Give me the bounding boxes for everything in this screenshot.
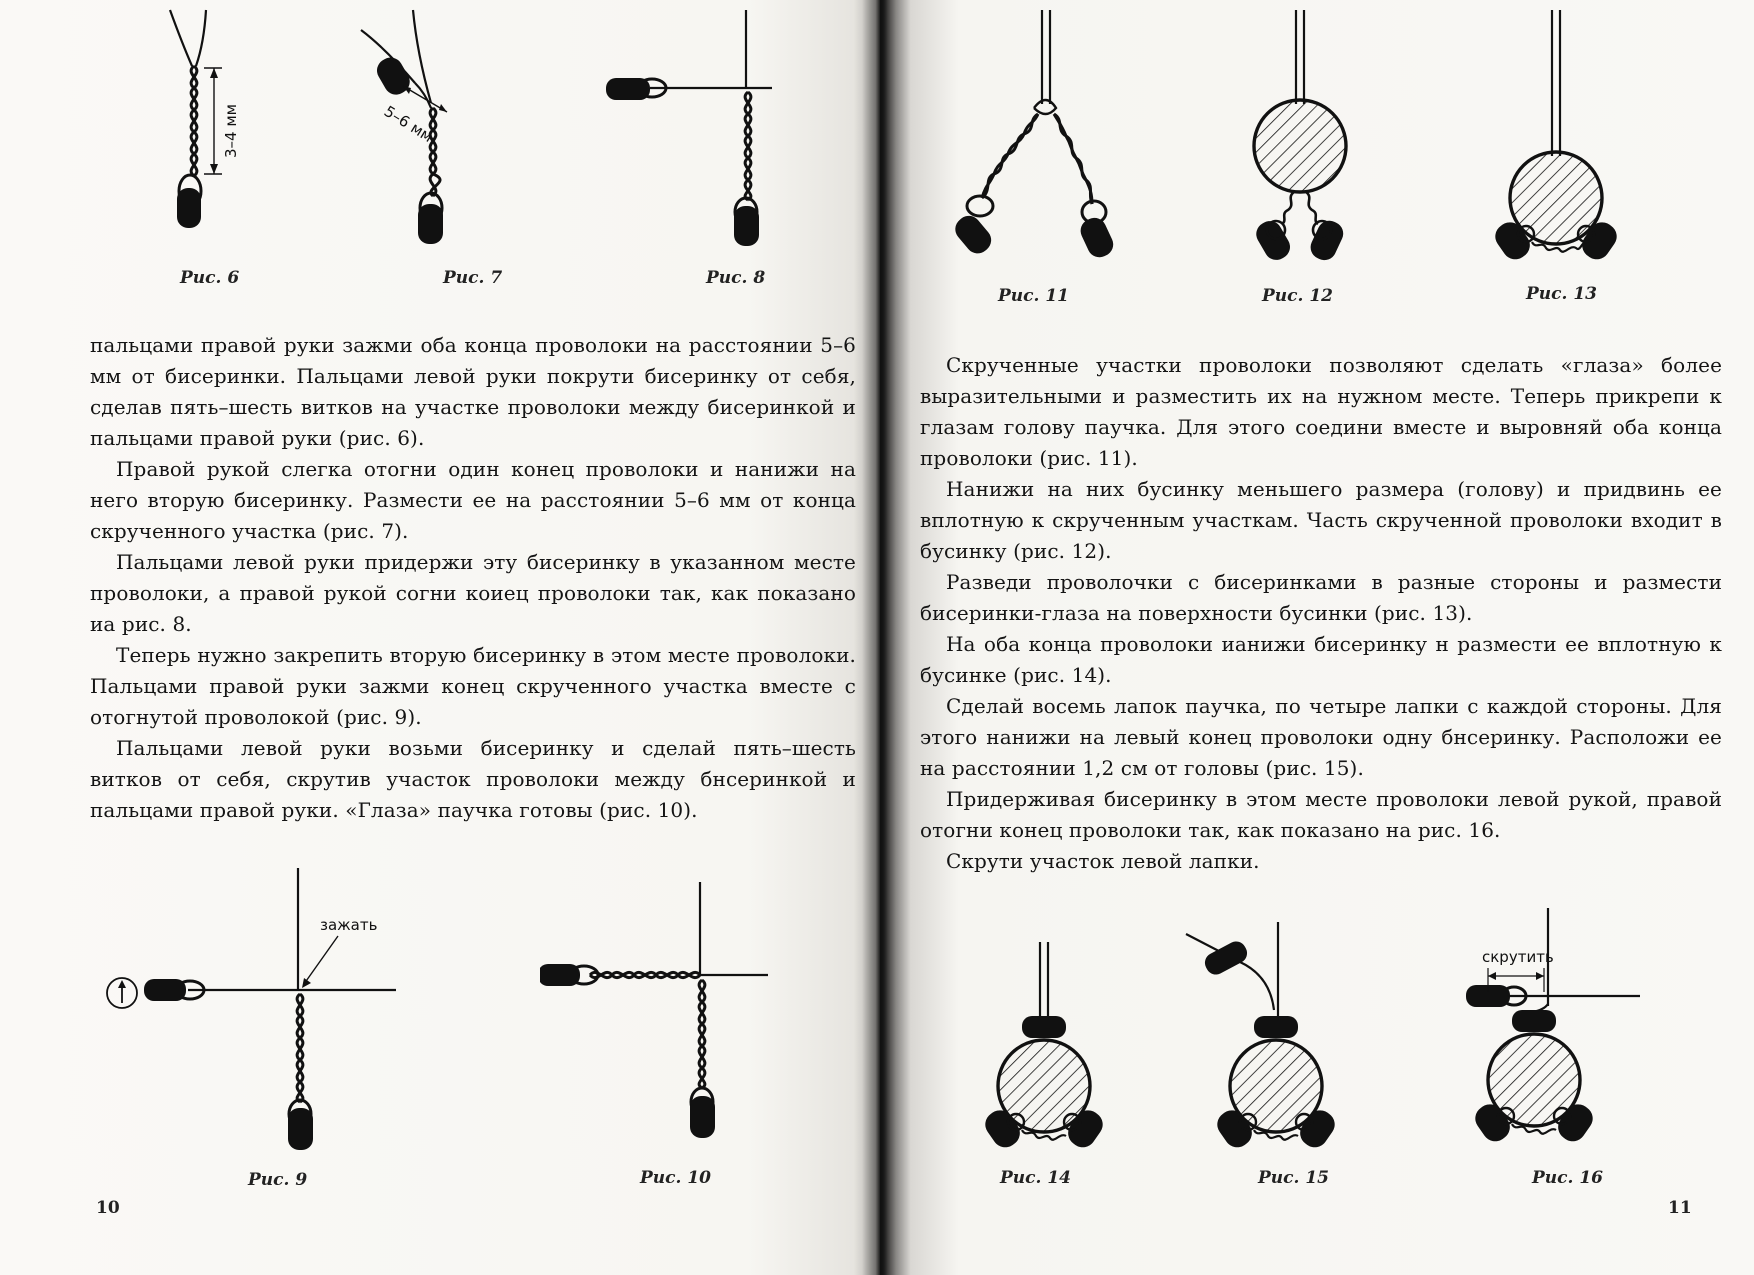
fig12-caption: Рис. 12 xyxy=(1262,286,1333,306)
book-gutter xyxy=(862,0,896,1275)
fig6-caption: Рис. 6 xyxy=(180,268,240,288)
figure-16 xyxy=(1440,900,1650,1170)
fig8-caption: Рис. 8 xyxy=(706,268,766,288)
fig16-caption: Рис. 16 xyxy=(1532,1168,1603,1188)
figure-14-drawing xyxy=(980,940,1110,1170)
fig14-caption: Рис. 14 xyxy=(1000,1168,1071,1188)
figure-10 xyxy=(540,880,790,1170)
fig6-dimension-label: 3–4 мм xyxy=(222,104,240,158)
figure-10-drawing xyxy=(540,880,790,1170)
figure-7-drawing xyxy=(355,8,495,258)
page-number-right: 11 xyxy=(1668,1198,1692,1218)
fig13-caption: Рис. 13 xyxy=(1526,284,1597,304)
figure-12 xyxy=(1230,8,1370,278)
left-paragraph-1: пальцами правой руки зажми оба конца проволоки на расстоянии 5–6 мм от бисеринки. Пальцами левой руки покрути бисеринку от себя, сделав пять–шесть витков на участке проволоки между бисеринкой и пальцами правой руки (рис. 6). xyxy=(90,333,856,450)
fig7-dimension-label: 5–6 мм xyxy=(380,102,437,147)
fig7-caption: Рис. 7 xyxy=(443,268,503,288)
right-paragraph-7: Скрути участок левой лапки. xyxy=(946,849,1260,873)
left-paragraph-5: Пальцами левой руки возьми бисеринку и сделай пять–шесть витков от себя, скрутив участок проволоки между бнсеринкой и пальцами правой руки. «Глаза» паучка готовы (рис. 10). xyxy=(90,736,856,822)
figure-14 xyxy=(980,940,1110,1170)
fig16-label: скрутить xyxy=(1482,948,1554,966)
figure-12-drawing xyxy=(1230,8,1370,278)
figure-15 xyxy=(1180,920,1380,1170)
right-page xyxy=(880,0,1754,1275)
left-page-text xyxy=(90,330,856,826)
left-paragraph-2: Правой рукой слегка отогни один конец проволоки и нанижи на него вторую бисеринку. Размести ее на расстоянии 5–6 мм от конца скрученного участка (рис. 7). xyxy=(90,457,856,543)
right-paragraph-1: Скрученные участки проволоки позволяют сделать «глаза» более выразительными и разместить их на нужном месте. Теперь прикрепи к глазам голову паучка. Для этого соедини вместе и выровняй оба конца проволоки (рис. 11). xyxy=(920,353,1722,470)
figure-11-drawing xyxy=(950,8,1130,278)
right-paragraph-3: Разведи проволочки с бисеринками в разные стороны и размести бисеринки-глаза на поверхности бусинки (рис. 13). xyxy=(920,570,1722,625)
fig11-caption: Рис. 11 xyxy=(998,286,1069,306)
right-paragraph-4: На оба конца проволоки ианижи бисеринку н размести ее вплотную к бусинке (рис. 14). xyxy=(920,632,1722,687)
right-paragraph-6: Придерживая бисеринку в этом месте проволоки левой рукой, правой отогни конец проволоки так, как показано на рис. 16. xyxy=(920,787,1722,842)
fig15-caption: Рис. 15 xyxy=(1258,1168,1329,1188)
figure-13-drawing xyxy=(1480,8,1630,278)
figure-7 xyxy=(355,8,495,258)
figure-9-drawing xyxy=(100,860,410,1170)
figure-9 xyxy=(100,860,410,1170)
figure-6-drawing xyxy=(160,8,270,258)
right-page-text xyxy=(920,350,1722,877)
figure-15-drawing xyxy=(1180,920,1380,1170)
fig9-caption: Рис. 9 xyxy=(248,1170,308,1190)
right-paragraph-2: Нанижи на них бусинку меньшего размера (голову) и придвинь ее вплотную к скрученным участкам. Часть скрученной проволоки входит в бусинку (рис. 12). xyxy=(920,477,1722,563)
figure-6 xyxy=(160,8,270,258)
figure-16-drawing xyxy=(1440,900,1650,1170)
right-paragraph-5: Сделай восемь лапок паучка, по четыре лапки с каждой стороны. Для этого нанижи на левый конец проволоки одну бнсеринку. Расположи ее на расстоянии 1,2 см от головы (рис. 15). xyxy=(920,694,1722,780)
figure-8-drawing xyxy=(600,8,780,258)
left-paragraph-4: Теперь нужно закрепить вторую бисеринку в этом месте проволоки. Пальцами правой руки зажми конец скрученного участка вместе с отогнутой проволокой (рис. 9). xyxy=(90,643,856,729)
left-paragraph-3: Пальцами левой руки придержи эту бисеринку в указанном месте проволоки, а правой рукой согни коиец проволоки так, как показано иа рис. 8. xyxy=(90,550,856,636)
figure-13 xyxy=(1480,8,1630,278)
fig10-caption: Рис. 10 xyxy=(640,1168,711,1188)
fig9-label: зажать xyxy=(320,916,378,934)
figure-11 xyxy=(950,8,1130,278)
page-number-left: 10 xyxy=(96,1198,120,1218)
figure-8 xyxy=(600,8,780,258)
